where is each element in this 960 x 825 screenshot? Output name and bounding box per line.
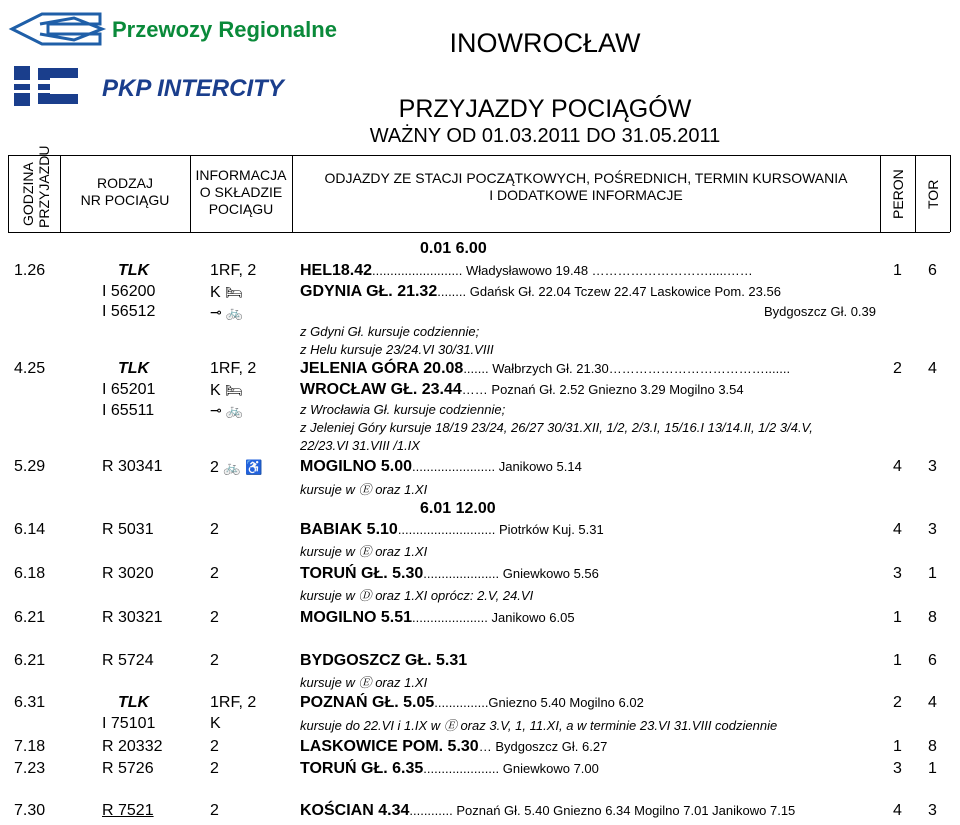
platform: 3 xyxy=(893,565,902,582)
route-note: z Jeleniej Góry kursuje 18/19 23/24, 26/27 30/31.XII, 1/2, 2/3.I, 15/16.I 13/14.II, 1/2 3/4.V, xyxy=(300,420,813,435)
e-symbol-icon: Ⓔ xyxy=(358,482,372,497)
route-line: JELENIA GÓRA 20.08....... Wałbrzych Gł. 21.30………………………………....... xyxy=(300,360,791,377)
arrival-time: 6.14 xyxy=(14,521,46,538)
train-type: R 7521 xyxy=(102,802,154,819)
col-header-train: RODZAJ NR POCIĄGU xyxy=(80,175,170,208)
platform: 1 xyxy=(893,738,902,755)
track: 1 xyxy=(928,565,937,582)
arrival-time: 6.18 xyxy=(14,565,46,582)
track: 4 xyxy=(928,694,937,711)
train-type: TLK xyxy=(118,694,150,711)
route-note: z Gdyni Gł. kursuje codziennie; xyxy=(300,324,480,339)
arrival-time: 6.31 xyxy=(14,694,46,711)
platform: 1 xyxy=(893,652,902,669)
table-top-border xyxy=(8,155,950,156)
arrival-time: 6.21 xyxy=(14,652,46,669)
route-note: z Wrocławia Gł. kursuje codziennie; xyxy=(300,402,506,417)
arrival-time: 7.30 xyxy=(14,802,46,819)
col-header-route: ODJAZDY ZE STACJI POCZĄTKOWYCH, POŚREDNICH, TERMIN KURSOWANIA I DODATKOWE INFORMACJE xyxy=(324,170,848,203)
track: 8 xyxy=(928,609,937,626)
reservation-icon: ⊸ xyxy=(210,304,222,320)
bicycle-icon: 🚲 xyxy=(223,459,241,475)
arrival-time: 4.25 xyxy=(14,360,46,377)
reservation-bike-icons xyxy=(210,304,243,321)
route-line: MOGILNO 5.00....................... Janikowo 5.14 xyxy=(300,458,582,475)
route-note: kursuje w Ⓔ oraz 1.XI xyxy=(300,482,428,497)
track: 3 xyxy=(928,521,937,538)
section-time-range: 0.01 6.00 xyxy=(420,240,487,257)
track: 6 xyxy=(928,262,937,279)
route-note: kursuje w Ⓓ oraz 1.XI oprócz: 2.V, 24.VI xyxy=(300,588,534,603)
route-note: z Helu kursuje 23/24.VI 30/31.VIII xyxy=(300,342,494,357)
composition-info: 2 xyxy=(210,609,219,626)
wheelchair-icon: ♿ xyxy=(245,459,263,475)
route-line: KOŚCIAN 4.34............ Poznań Gł. 5.40 Gniezno 6.34 Mogilno 7.01 Janikowo 7.15 xyxy=(300,802,796,819)
col-header-time: GODZINA PRZYJAZDU xyxy=(20,145,52,228)
composition-info: 2 xyxy=(210,760,219,777)
sleeper-icon: 🛏 xyxy=(225,382,243,398)
train-number: I 65201 xyxy=(102,381,156,398)
train-type: R 3020 xyxy=(102,565,154,582)
composition-info: 2 xyxy=(210,802,219,819)
track: 1 xyxy=(928,760,937,777)
e-symbol-icon: Ⓔ xyxy=(358,675,372,690)
track: 3 xyxy=(928,802,937,819)
validity-period: WAŻNY OD 01.03.2011 DO 31.05.2011 xyxy=(369,125,721,147)
train-type: R 5724 xyxy=(102,652,154,669)
train-number: I 56512 xyxy=(102,303,156,320)
composition-info: 1RF, 2 xyxy=(210,694,257,711)
arrival-time: 7.18 xyxy=(14,738,46,755)
train-type: R 5031 xyxy=(102,521,154,538)
bicycle-icon: 🚲 xyxy=(225,304,244,320)
bicycle-icon: 🚲 xyxy=(225,402,244,418)
train-type: R 5726 xyxy=(102,760,154,777)
composition-info: K 🛏 xyxy=(210,382,243,399)
arrival-time: 7.23 xyxy=(14,760,46,777)
reservation-icon: ⊸ xyxy=(210,402,222,418)
page-title: PRZYJAZDY POCIĄGÓW xyxy=(398,95,692,123)
route-line: POZNAŃ GŁ. 5.05...............Gniezno 5.40 Mogilno 6.02 xyxy=(300,694,644,711)
route-note: kursuje w Ⓔ oraz 1.XI xyxy=(300,675,428,690)
table-right-border xyxy=(950,155,951,232)
route-line: MOGILNO 5.51..................... Janikowo 6.05 xyxy=(300,609,575,626)
route-line: BYDGOSZCZ GŁ. 5.31 xyxy=(300,652,468,669)
composition-info: 1RF, 2 xyxy=(210,360,257,377)
platform: 3 xyxy=(893,760,902,777)
header-bottom-border xyxy=(8,232,950,233)
composition-info: K 🛏 xyxy=(210,284,243,301)
platform: 2 xyxy=(893,360,902,377)
reservation-bike-icons xyxy=(210,402,243,419)
route-note: 22/23.VI 31.VIII /1.IX xyxy=(300,438,420,453)
route-line: GDYNIA GŁ. 21.32........ Gdańsk Gł. 22.04 Tczew 22.47 Laskowice Pom. 23.56 xyxy=(300,283,781,300)
train-type: R 20332 xyxy=(102,738,163,755)
composition-info: 2 xyxy=(210,521,219,538)
pr-logo-text: Przewozy Regionalne xyxy=(112,17,337,42)
train-type: R 30341 xyxy=(102,458,163,475)
sleeper-icon: 🛏 xyxy=(225,284,243,300)
table-left-border xyxy=(8,155,9,232)
route-line: Bydgoszcz Gł. 0.39 xyxy=(764,304,876,319)
platform: 2 xyxy=(893,694,902,711)
composition-info: 2 xyxy=(210,738,219,755)
arrival-time: 5.29 xyxy=(14,458,46,475)
section-time-range: 6.01 12.00 xyxy=(420,500,496,517)
route-line: BABIAK 5.10........................... Piotrków Kuj. 5.31 xyxy=(300,521,604,538)
composition-info: K xyxy=(210,715,221,732)
ic-logo-text: PKP INTERCITY xyxy=(102,75,284,102)
train-type: TLK xyxy=(118,360,150,377)
route-line: TORUŃ GŁ. 6.35..................... Gniewkowo 7.00 xyxy=(300,760,599,777)
composition-info: 2 xyxy=(210,565,219,582)
train-number: I 65511 xyxy=(102,402,155,419)
composition-info: 2 xyxy=(210,652,219,669)
route-note: kursuje w Ⓔ oraz 1.XI xyxy=(300,544,428,559)
composition-info: 1RF, 2 xyxy=(210,262,257,279)
route-line: TORUŃ GŁ. 5.30..................... Gniewkowo 5.56 xyxy=(300,565,599,582)
route-line: LASKOWICE POM. 5.30… Bydgoszcz Gł. 6.27 xyxy=(300,738,608,755)
platform: 1 xyxy=(893,609,902,626)
track: 3 xyxy=(928,458,937,475)
station-name: INOWROCŁAW xyxy=(449,28,641,58)
e-symbol-icon: Ⓔ xyxy=(358,544,372,559)
platform: 4 xyxy=(893,521,902,538)
e-symbol-icon: Ⓔ xyxy=(443,718,457,733)
train-type: R 30321 xyxy=(102,609,163,626)
arrival-time: 6.21 xyxy=(14,609,46,626)
platform: 4 xyxy=(893,458,902,475)
col-header-platform: PERON xyxy=(890,169,906,219)
route-note: kursuje do 22.VI i 1.IX w Ⓔ oraz 3.V, 1, 11.XI, a w terminie 23.VI 31.VIII codziennie xyxy=(300,718,778,733)
col-header-info: INFORMACJA O SKŁADZIE POCIĄGU xyxy=(195,167,287,217)
platform: 1 xyxy=(893,262,902,279)
train-number: I 75101 xyxy=(102,715,156,732)
d-symbol-icon: Ⓓ xyxy=(358,588,372,603)
track: 4 xyxy=(928,360,937,377)
route-line: HEL18.42......................... Władysławowo 19.48 ……………………….....…… xyxy=(300,262,753,279)
col-header-track: TOR xyxy=(925,179,941,209)
train-number: I 56200 xyxy=(102,283,156,300)
platform: 4 xyxy=(893,802,902,819)
composition-info: 2 🚲 ♿ xyxy=(210,459,263,476)
track: 8 xyxy=(928,738,937,755)
arrival-time: 1.26 xyxy=(14,262,46,279)
train-type: TLK xyxy=(118,262,150,279)
route-line: WROCŁAW GŁ. 23.44…… Poznań Gł. 2.52 Gniezno 3.29 Mogilno 3.54 xyxy=(300,381,744,398)
track: 6 xyxy=(928,652,937,669)
